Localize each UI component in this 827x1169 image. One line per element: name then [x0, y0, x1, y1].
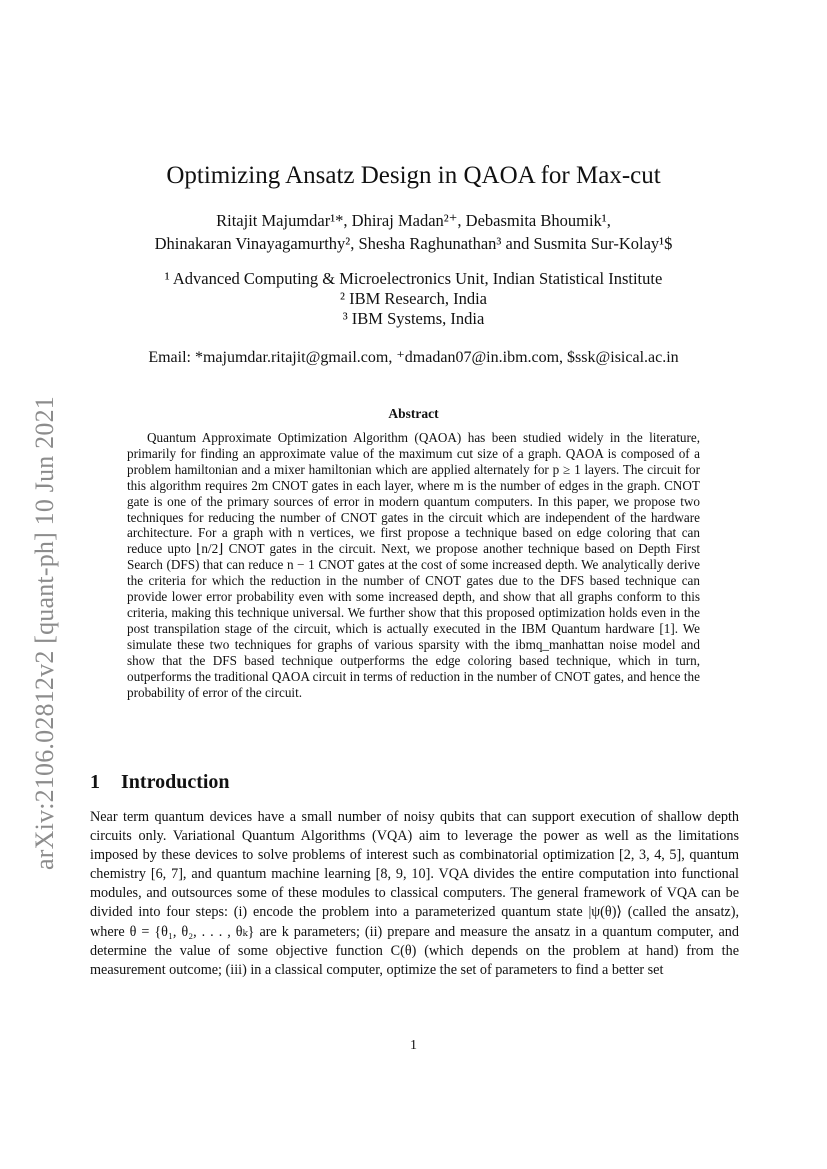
affiliation-list	[120, 269, 707, 329]
author-line-1: Ritajit Majumdar¹*, Dhiraj Madan²⁺, Debasmita Bhoumik¹,	[216, 211, 611, 230]
section-number: 1	[90, 771, 100, 793]
author-line-2: Dhinakaran Vinayagamurthy², Shesha Raghunathan³ and Susmita Sur-Kolay¹$	[154, 234, 673, 253]
section-heading	[90, 771, 230, 794]
introduction-text: Near term quantum devices have a small number of noisy qubits that can support execution of shallow depth circuits only. Variational Quantum Algorithms (VQA) aim to leverage the power as well as the limitations imposed by these devices to solve problems of interest such as combinatorial optimization [2, 3, 4, 5], quantum chemistry [6, 7], and quantum machine learning [8, 9, 10]. VQA divides the entire computation into functional modules, and outsources some of these modules to classical computers. The general framework of VQA can be divided into four steps: (i) encode the problem into a parameterized quantum state |ψ(θ)⟩ (called the ansatz), where θ = {θ₁, θ₂, . . . , θₖ} are k parameters; (ii) prepare and measure the ansatz in a quantum computer, and determine the value of some objective function C(θ) (which depends on the problem at hand) from the measurement outcome; (iii) in a classical computer, optimize the set of parameters to find a better set	[90, 809, 739, 978]
section-title: Introduction	[121, 771, 230, 793]
page-number: 1	[410, 1038, 417, 1053]
affiliation-2: ² IBM Research, India	[340, 289, 487, 308]
author-list	[120, 209, 707, 255]
arxiv-identifier: arXiv:2106.02812v2 [quant-ph] 10 Jun 2021	[30, 396, 59, 870]
contact-emails: Email: *majumdar.ritajit@gmail.com, ⁺dmadan07@in.ibm.com, $ssk@isical.ac.in	[148, 349, 679, 366]
paper-title: Optimizing Ansatz Design in QAOA for Max-cut	[166, 162, 661, 189]
abstract-text: Quantum Approximate Optimization Algorithm (QAOA) has been studied widely in the literature, primarily for finding an approximate value of the maximum cut size of a graph. QAOA is composed of a problem hamiltonian and a mixer hamiltonian which are applied alternately for p ≥ 1 layers. The circuit for this algorithm requires 2m CNOT gates in each layer, where m is the number of edges in the graph. CNOT gate is one of the primary sources of error in modern quantum computers. In this paper, we propose two techniques for reducing the number of CNOT gates in the circuit which are independent of the hardware architecture. For a graph with n vertices, we first propose a technique based on edge coloring that can reduce upto ⌊n/2⌋ CNOT gates in the circuit. Next, we propose another technique based on Depth First Search (DFS) that can reduce n − 1 CNOT gates at the cost of some increased depth. We analytically derive the criteria for which the reduction in the number of CNOT gates due to the DFS based technique can provide lower error probability even with some increased depth, and show that all graphs conform to this criteria, making this technique universal. We further show that this proposed optimization holds even in the post transpilation stage of the circuit, which is actually executed in the IBM Quantum hardware [1]. We simulate these two techniques for graphs of various sparsity with the ibmq_manhattan noise model and show that the DFS based technique outperforms the edge coloring based technique, which in turn, outperforms the traditional QAOA circuit in terms of reduction in the number of CNOT gates, and hence the probability of error of the circuit.	[127, 430, 700, 700]
affiliation-1: ¹ Advanced Computing & Microelectronics Unit, Indian Statistical Institute	[164, 269, 663, 288]
abstract-heading: Abstract	[388, 406, 439, 421]
arxiv-side-stamp	[10, 350, 59, 870]
affiliation-3: ³ IBM Systems, India	[342, 309, 485, 328]
